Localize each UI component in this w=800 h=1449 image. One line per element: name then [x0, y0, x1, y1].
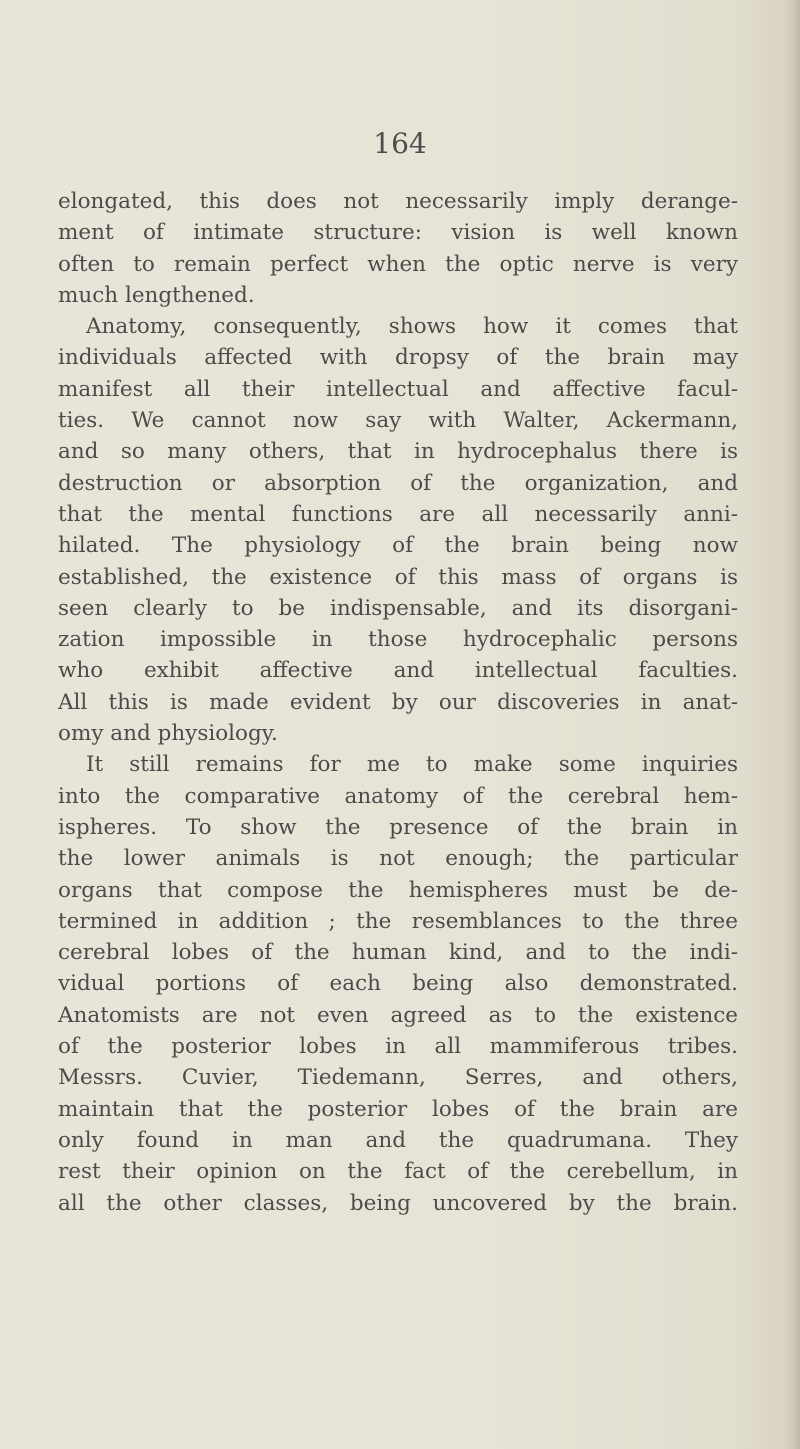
text-line: ment of intimate structure: vision is well known: [58, 220, 738, 246]
text-line: organs that compose the hemispheres must be de-: [58, 877, 738, 903]
text-line: into the comparative anatomy of the cerebral hem-: [58, 783, 738, 809]
text-line: All this is made evident by our discoveries in anat-: [58, 689, 738, 715]
text-line: ispheres. To show the presence of the brain in: [58, 814, 738, 840]
page-edge-shadow: [786, 0, 800, 1449]
text-line: termined in addition ; the resemblances to the three: [58, 908, 738, 934]
paragraph-start-line: Anatomy, consequently, shows how it comes that: [86, 314, 738, 340]
text-line: zation impossible in those hydrocephalic persons: [58, 627, 738, 653]
text-line: cerebral lobes of the human kind, and to the indi-: [58, 940, 738, 966]
text-line: established, the existence of this mass of organs is: [58, 564, 738, 590]
text-line: only found in man and the quadrumana. They: [58, 1127, 738, 1153]
text-line: who exhibit affective and intellectual faculties.: [58, 658, 738, 684]
text-line: that the mental functions are all necessarily anni-: [58, 501, 738, 527]
paragraph-end-line: omy and physiology.: [58, 721, 278, 747]
paragraph-start-line: It still remains for me to make some inquiries: [86, 752, 738, 778]
text-line: Anatomists are not even agreed as to the existence: [58, 1002, 738, 1028]
text-line: rest their opinion on the fact of the cerebellum, in: [58, 1159, 738, 1185]
text-line: of the posterior lobes in all mammiferous tribes.: [58, 1034, 738, 1060]
text-line: maintain that the posterior lobes of the brain are: [58, 1096, 738, 1122]
text-line: and so many others, that in hydrocephalus there is: [58, 439, 738, 465]
text-line: the lower animals is not enough; the particular: [58, 846, 738, 872]
body-text: [58, 186, 738, 1219]
text-line: destruction or absorption of the organization, and: [58, 470, 738, 496]
text-line: vidual portions of each being also demonstrated.: [58, 971, 738, 997]
text-line: all the other classes, being uncovered by the brain.: [58, 1190, 738, 1216]
text-line: individuals affected with dropsy of the brain may: [58, 345, 738, 371]
text-line: Messrs. Cuvier, Tiedemann, Serres, and others,: [58, 1065, 738, 1091]
text-line: elongated, this does not necessarily imply derange-: [58, 189, 738, 214]
text-line: ties. We cannot now say with Walter, Ackermann,: [58, 408, 738, 434]
text-line: manifest all their intellectual and affective facul-: [58, 376, 738, 402]
paragraph-end-line: much lengthened.: [58, 282, 255, 308]
page-number: 164: [373, 127, 427, 160]
text-line: seen clearly to be indispensable, and its disorgani-: [58, 595, 738, 621]
text-line: hilated. The physiology of the brain being now: [58, 533, 738, 559]
text-line: often to remain perfect when the optic nerve is very: [58, 251, 738, 277]
